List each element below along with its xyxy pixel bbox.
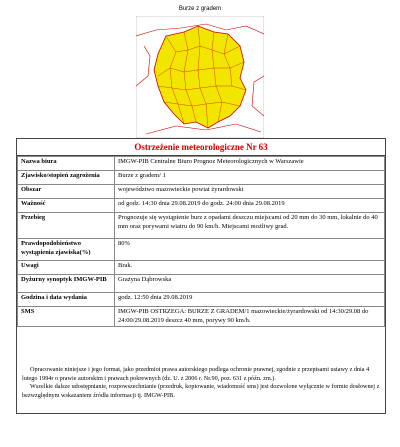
copyright-paragraph-1: Opracowanie niniejsze i jego format, jako przedmiot prawa autorskiego podlega ochronie prawnej, zgodnie z przepisami ustawy z dnia 4 lutego 1994r o prawie autorskim i prawach pokrewnych (dz. U. z 2006 r. Nr.90, poz. 631 z późn. zm.). — [22, 366, 370, 382]
row-value: IMGW-PIB Centralne Biuro Prognoz Meteorologicznych w Warszawie — [115, 157, 385, 171]
warning-row — [18, 157, 385, 171]
row-label: Nazwa biura — [18, 157, 115, 171]
copyright-notice — [16, 363, 386, 403]
warning-row — [18, 293, 385, 307]
row-label: Prawdopodobieństwo wystąpienia zjawiska(%) — [18, 239, 115, 261]
warning-row — [18, 185, 385, 199]
row-value: od godz. 14:30 dnia 29.08.2019 do godz. 24:00 dnia 29.08.2019 — [115, 199, 385, 213]
row-value: IMGW-PIB OSTRZEGA: BURZE Z GRADEM/1 mazowieckie/żyrardowski od 14:30/29.08 do 24:00/29.08.2019 deszcz 40 mm, porywy 90 km/h. — [115, 307, 385, 327]
warning-map — [136, 16, 264, 138]
row-label: Przebieg — [18, 213, 115, 239]
map-title: Burze z gradem — [178, 6, 222, 12]
warning-row — [18, 171, 385, 185]
copyright-paragraph-2: Wszelkie dalsze udostępnianie, rozpowszechnianie (przedruk, kopiowanie, wiadomość sms) jest dozwolone wyłącznie w formie dosłownej z bezwzględnym wskazaniem źródła informacji tj. IMGW-PIB. — [22, 383, 380, 399]
row-value: Prognozuje się wystąpienie burz z opadami deszczu miejscami od 20 mm do 30 mm, lokalnie do 40 mm oraz porywami wiatru do 90 km/h. Miejscami możliwy grad. — [115, 213, 385, 239]
row-value: Brak. — [115, 261, 385, 275]
row-label: Godzina i data wydania — [18, 293, 115, 307]
row-label: Obszar — [18, 185, 115, 199]
row-value: województwo mazowieckie powiat żyrardowski — [115, 185, 385, 199]
row-value: 80% — [115, 239, 385, 261]
warning-row — [18, 307, 385, 327]
warning-row — [18, 275, 385, 293]
warning-heading: Ostrzeżenie meteorologiczne Nr 63 — [17, 139, 385, 156]
row-value: godz. 12:50 dnia 29.08.2019 — [115, 293, 385, 307]
warning-table — [17, 156, 385, 327]
row-label: Ważność — [18, 199, 115, 213]
row-label: SMS — [18, 307, 115, 327]
row-label: Dyżurny synoptyk IMGW-PIB — [18, 275, 115, 293]
warning-row — [18, 239, 385, 261]
row-value: Burze z gradem/ 1 — [115, 171, 385, 185]
row-label: Uwagi — [18, 261, 115, 275]
warning-row — [18, 199, 385, 213]
row-label: Zjawisko/stopień zagrożenia — [18, 171, 115, 185]
warning-row — [18, 213, 385, 239]
warning-row — [18, 261, 385, 275]
row-value: Grażyna Dąbrowska — [115, 275, 385, 293]
